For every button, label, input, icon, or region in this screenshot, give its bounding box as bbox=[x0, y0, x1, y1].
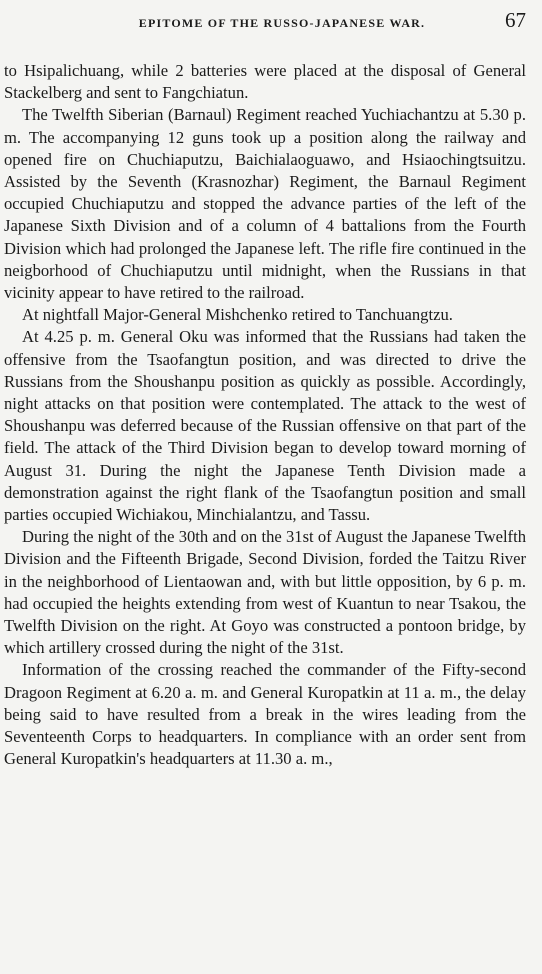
paragraph: The Twelfth Siberian (Barnaul) Regiment reached Yuchiachantzu at 5.30 p. m. The accompanying 12 guns took up a position along the railway and opened fire on Chuchiaputzu, Baichialaoguawo, and Hsiaochingtsuitzu. Assisted by the Seventh (Krasnozhar) Regiment, the Barnaul Regiment occupied Chuchiaputzu and stopped the advance parties of the left of the Japanese Sixth Division and of a column of 4 battalions from the Fourth Division which had prolonged the Japanese left. The rifle fire continued in the neigborhood of Chuchiaputzu until midnight, when the Russians in that vicinity appear to have retired to the railroad. bbox=[4, 105, 526, 303]
paragraph-continued: to Hsipalichuang, while 2 batteries were placed at the disposal of General Stackelberg and sent to Fangchiatun. bbox=[4, 61, 526, 103]
running-title: EPITOME OF THE RUSSO-JAPANESE WAR. bbox=[138, 16, 426, 30]
paragraph: During the night of the 30th and on the 31st of August the Japanese Twelfth Division and the Fifteenth Brigade, Second Division, forded the Taitzu River in the neighborhood of Lientaowan and, with but little opposition, by 6 p. m. had occupied the heights extending from west of Kuantun to near Tsakou, the Twelfth Division on the right. At Goyo was constructed a pontoon bridge, by which artillery crossed during the night of the 31st. bbox=[4, 527, 526, 658]
page-number: 67 bbox=[505, 8, 526, 32]
paragraph: At 4.25 p. m. General Oku was informed that the Russians had taken the offensive from the Tsaofangtun position, and was directed to drive the Russians from the Shoushanpu position as quickly as possible. Accordingly, night attacks on that position were contemplated. The attack to the west of Shoushanpu was deferred because of the Russian offensive on that part of the field. The attack of the Third Division began to develop toward morning of August 31. During the night the Japanese Tenth Division made a demonstration against the right flank of the Tsaofangtun position and small parties occupied Wichiakou, Minchialantzu, and Tassu. bbox=[4, 327, 526, 525]
paragraph: Information of the crossing reached the commander of the Fifty-second Dragoon Regiment at 6.20 a. m. and General Kuropatkin at 11 a. m., the delay being said to have resulted from a break in the wires leading from the Seventeenth Corps to headquarters. In compliance with an order sent from General Kuropatkin's headquarters at 11.30 a. m., bbox=[4, 660, 526, 769]
body-text bbox=[4, 60, 526, 771]
paragraph: At nightfall Major-General Mishchenko retired to Tanchuangtzu. bbox=[22, 305, 453, 325]
running-head bbox=[4, 8, 526, 42]
